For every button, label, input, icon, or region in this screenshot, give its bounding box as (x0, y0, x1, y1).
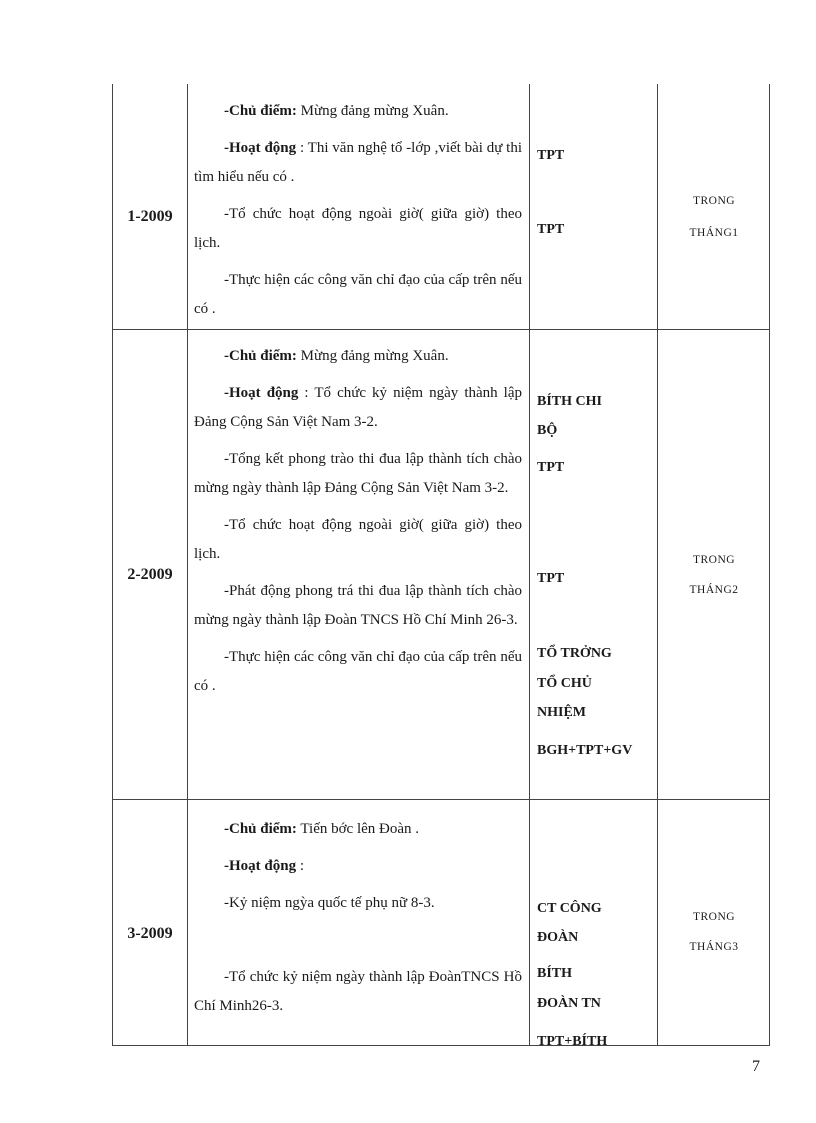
time-line: TRONG (692, 554, 736, 566)
activity-item: -Thực hiện các công văn chỉ đạo của cấp trên nếu có . (194, 272, 522, 317)
hoat-dong-label: -Hoạt động (224, 858, 297, 874)
month-cell: 2-2009 (127, 566, 173, 583)
time-line: THÁNG2 (689, 584, 739, 596)
responsible-entry: TPT+BÍTH (537, 1034, 608, 1045)
responsible-entry: ĐOÀN (537, 930, 579, 945)
hoat-dong-value: : (296, 858, 305, 874)
activity-item: -Thực hiện các công văn chỉ đạo của cấp trên nếu có . (194, 649, 522, 694)
responsible-entry: BÍTH (537, 966, 573, 981)
hoat-dong-line (194, 379, 522, 437)
responsible-entry: TỔ CHỦ (537, 676, 592, 691)
responsible-entry: NHIỆM (537, 705, 586, 720)
table-border-col1 (187, 84, 188, 1045)
time-line: TRONG (692, 195, 736, 207)
hoat-dong-label: -Hoạt động (224, 140, 297, 156)
time-line: THÁNG3 (689, 941, 739, 953)
responsible-entry: TPT (537, 222, 565, 237)
chu-diem-line (194, 815, 522, 844)
chu-diem-label: -Chủ điểm: (224, 348, 297, 364)
responsible-entry: TPT (537, 460, 565, 475)
hoat-dong-value: : Thi văn nghệ tổ -lớp ,viết bài dự thi tìm hiểu nếu có . (194, 140, 523, 185)
month-cell: 3-2009 (127, 925, 173, 942)
time-line: THÁNG1 (689, 227, 739, 239)
responsible-entry: TPT (537, 148, 565, 163)
responsible-entry: BÍTH CHI (537, 394, 602, 409)
chu-diem-value: Mừng đảng mừng Xuân. (296, 103, 449, 119)
activity-item: -Tổng kết phong trào thi đua lập thành tích chào mừng ngày thành lập Đảng Cộng Sản Việt Nam 3-2. (194, 451, 522, 496)
chu-diem-label: -Chủ điểm: (224, 103, 297, 119)
activity-item: -Tổ chức hoạt động ngoài giờ( giữa giờ) theo lịch. (194, 206, 522, 251)
activity-item: -Tổ chức hoạt động ngoài giờ( giữa giờ) theo lịch. (194, 517, 522, 562)
responsible-entry: BỘ (537, 423, 558, 438)
activity-item: -Kỷ niệm ngỳa quốc tế phụ nữ 8-3. (224, 895, 435, 911)
activity-item: -Tổ chức kỷ niệm ngày thành lập ĐoànTNCS Hồ Chí Minh26-3. (194, 969, 522, 1014)
hoat-dong-label: -Hoạt động (224, 385, 299, 401)
row-divider-2 (112, 799, 770, 800)
responsible-entry: CT CÔNG (537, 901, 602, 916)
hoat-dong-line (194, 852, 522, 881)
hoat-dong-line (194, 134, 522, 192)
activity-item: -Phát động phong trá thi đua lập thành tích chào mừng ngày thành lập Đoàn TNCS Hồ Chí Minh 26-3. (194, 583, 522, 628)
responsible-entry: TPT (537, 571, 565, 586)
table-border-col2 (529, 84, 530, 1045)
responsible-entry: TỔ TRỞNG (537, 646, 612, 661)
responsible-entry: ĐOÀN TN (537, 996, 601, 1011)
chu-diem-line (194, 342, 522, 371)
chu-diem-label: -Chủ điểm: (224, 821, 297, 837)
chu-diem-value: Tiến bớc lên Đoàn . (296, 821, 420, 837)
table-border-left (112, 84, 113, 1045)
chu-diem-value: Mừng đảng mừng Xuân. (296, 348, 449, 364)
responsible-entry: BGH+TPT+GV (537, 743, 633, 758)
month-cell: 1-2009 (127, 208, 173, 225)
time-line: TRONG (692, 911, 736, 923)
chu-diem-line (194, 97, 522, 126)
page-number: 7 (752, 1058, 760, 1075)
table-border-bottom (112, 1045, 770, 1046)
activity-cell (194, 97, 522, 332)
activity-cell (194, 815, 522, 1029)
activity-cell (194, 342, 522, 709)
hoat-dong-value: : Tổ chức kỷ niệm ngày thành lập Đảng Cộng Sản Việt Nam 3-2. (194, 385, 523, 430)
